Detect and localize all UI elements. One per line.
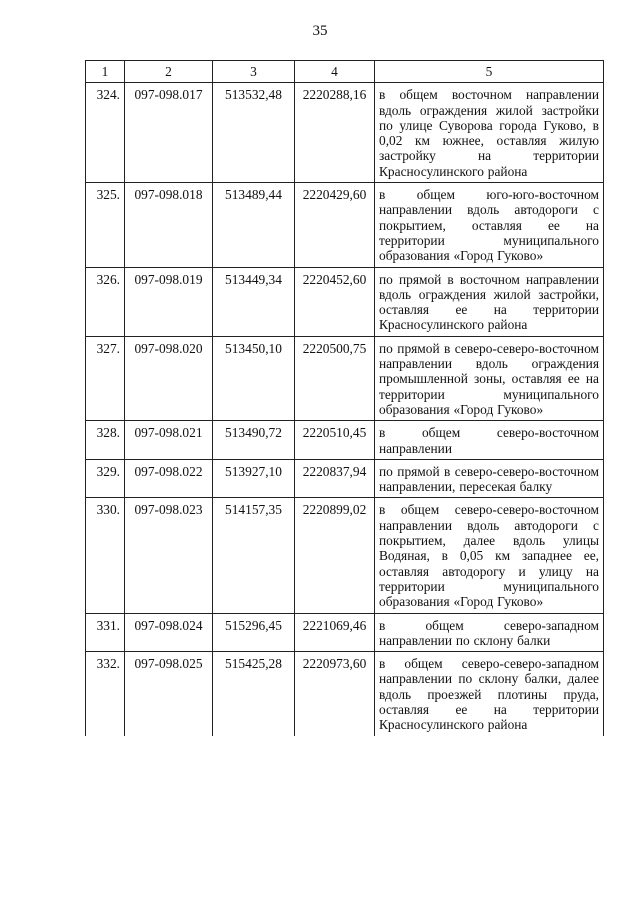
table-row	[86, 183, 604, 267]
boundary-description: по прямой в северо-северо-восточном направлении, пересекая балку	[375, 459, 604, 498]
row-number: 331.	[86, 613, 125, 652]
point-code: 097-098.023	[125, 498, 213, 613]
row-number: 326.	[86, 267, 125, 336]
table-row	[86, 613, 604, 652]
column-header-number: 1	[86, 61, 125, 83]
column-header-y-coordinate: 4	[295, 61, 375, 83]
row-number: 328.	[86, 421, 125, 460]
y-coordinate: 2220510,45	[295, 421, 375, 460]
column-header-point-code: 2	[125, 61, 213, 83]
boundary-description: по прямой в восточном направлении вдоль ограждения жилой застройки, оставляя ее на территории Красносулинского района	[375, 267, 604, 336]
point-code: 097-098.021	[125, 421, 213, 460]
point-code: 097-098.018	[125, 183, 213, 267]
row-number: 325.	[86, 183, 125, 267]
x-coordinate: 513532,48	[213, 83, 295, 183]
boundary-description: в общем северо-западном направлении по склону балки	[375, 613, 604, 652]
row-number: 324.	[86, 83, 125, 183]
column-header-x-coordinate: 3	[213, 61, 295, 83]
x-coordinate: 515296,45	[213, 613, 295, 652]
table-row	[86, 652, 604, 736]
boundary-description: в общем юго-юго-восточном направлении вдоль автодороги с покрытием, оставляя ее на территории муниципального образования «Город Гуково»	[375, 183, 604, 267]
y-coordinate: 2220837,94	[295, 459, 375, 498]
y-coordinate: 2220500,75	[295, 336, 375, 420]
table-header-row	[86, 61, 604, 83]
boundary-points-table	[85, 60, 604, 736]
table-row	[86, 421, 604, 460]
point-code: 097-098.020	[125, 336, 213, 420]
x-coordinate: 513490,72	[213, 421, 295, 460]
boundary-description: в общем северо-северо-восточном направлении вдоль автодороги с покрытием, далее вдоль улицы Водяная, в 0,05 км западнее ее, оставляя автодорогу и улицу на территории муниципального образования «Город Гуково»	[375, 498, 604, 613]
row-number: 330.	[86, 498, 125, 613]
x-coordinate: 513449,34	[213, 267, 295, 336]
x-coordinate: 513450,10	[213, 336, 295, 420]
boundary-description: в общем северо-северо-западном направлении по склону балки, далее вдоль проезжей плотины пруда, оставляя ее на территории Красносулинского района	[375, 652, 604, 736]
table-row	[86, 267, 604, 336]
row-number: 329.	[86, 459, 125, 498]
x-coordinate: 514157,35	[213, 498, 295, 613]
point-code: 097-098.025	[125, 652, 213, 736]
table-row	[86, 498, 604, 613]
y-coordinate: 2221069,46	[295, 613, 375, 652]
column-header-description: 5	[375, 61, 604, 83]
page-number: 35	[312, 23, 328, 39]
point-code: 097-098.019	[125, 267, 213, 336]
boundary-description: в общем восточном направлении вдоль ограждения жилой застройки по улице Суворова города Гуково, в 0,02 км южнее, оставляя жилую застройку на территории Красносулинского района	[375, 83, 604, 183]
y-coordinate: 2220288,16	[295, 83, 375, 183]
point-code: 097-098.024	[125, 613, 213, 652]
table-row	[86, 459, 604, 498]
row-number: 332.	[86, 652, 125, 736]
y-coordinate: 2220899,02	[295, 498, 375, 613]
boundary-description: по прямой в северо-северо-восточном направлении вдоль ограждения промышленной зоны, оставляя ее на территории муниципального образования «Город Гуково»	[375, 336, 604, 420]
boundary-description: в общем северо-восточном направлении	[375, 421, 604, 460]
x-coordinate: 513489,44	[213, 183, 295, 267]
table-row	[86, 336, 604, 420]
row-number: 327.	[86, 336, 125, 420]
y-coordinate: 2220452,60	[295, 267, 375, 336]
x-coordinate: 515425,28	[213, 652, 295, 736]
point-code: 097-098.022	[125, 459, 213, 498]
y-coordinate: 2220973,60	[295, 652, 375, 736]
point-code: 097-098.017	[125, 83, 213, 183]
table-row	[86, 83, 604, 183]
x-coordinate: 513927,10	[213, 459, 295, 498]
y-coordinate: 2220429,60	[295, 183, 375, 267]
